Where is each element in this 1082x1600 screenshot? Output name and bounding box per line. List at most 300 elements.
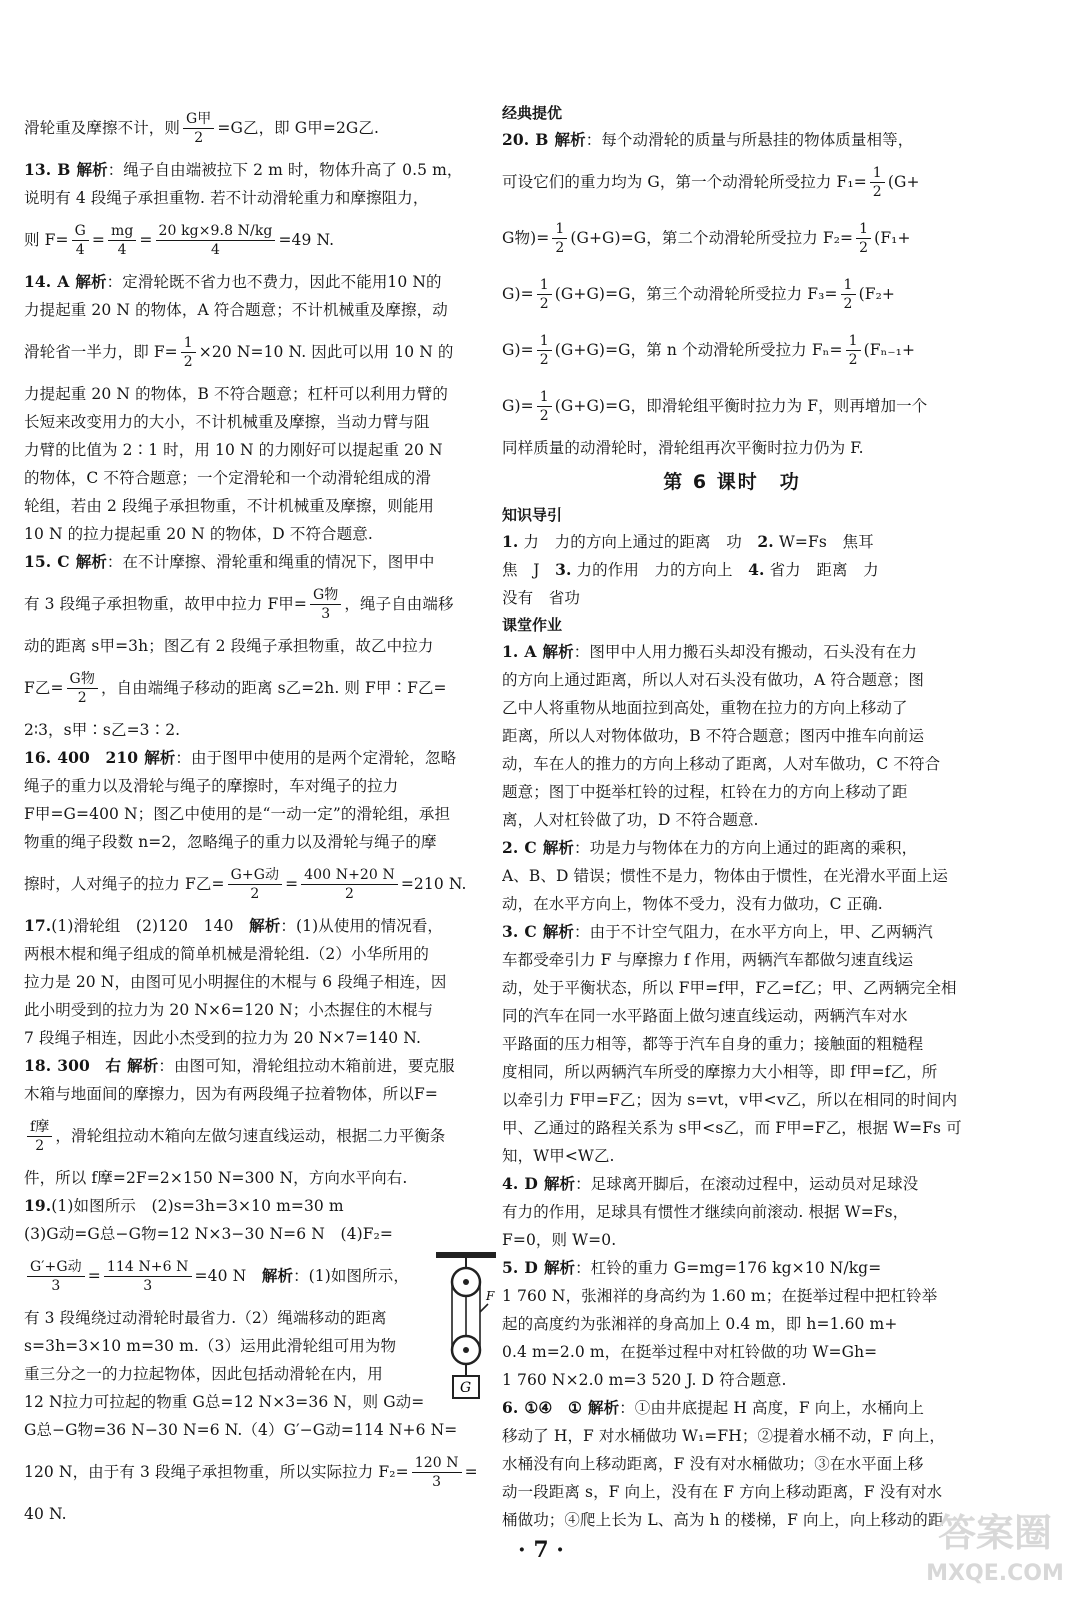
- analysis-label: 解析: [249, 916, 281, 935]
- text-run: F甲=G=400 N；图乙中使用的是“一动一定”的滑轮组，承担: [24, 805, 451, 823]
- text-run: 力提起重 20 N 的物体，B 不符合题意；杠杆可以利用力臂的: [24, 385, 448, 403]
- fraction-numerator: G甲: [183, 110, 214, 129]
- text-run: 1 760 N×2.0 m=3 520 J. D 符合题意.: [502, 1371, 787, 1389]
- question-number: 20.: [502, 130, 530, 149]
- section-heading: 知识导引: [502, 506, 563, 524]
- question-number: 1.: [502, 532, 519, 551]
- text-run: (F₂+: [858, 285, 895, 303]
- text-line: [502, 638, 962, 666]
- fraction-numerator: 1: [856, 220, 871, 239]
- text-run: 长短来改变用力的大小，不计机械重及摩擦，当动力臂与阻: [24, 413, 430, 431]
- section-heading: 经典提优: [502, 104, 563, 122]
- weight-label: G: [460, 1380, 472, 1396]
- watermark-text: 答案圈: [937, 1511, 1053, 1555]
- text-line: [502, 946, 962, 974]
- text-line: [24, 912, 486, 940]
- fraction-denominator: 2: [539, 351, 549, 368]
- fraction: [537, 332, 552, 369]
- text-run: F=0，则 W=0.: [502, 1231, 617, 1249]
- fraction-denominator: 2: [77, 689, 87, 706]
- text-run: ：杠铃的重力 G=mg=176 kg×10 N/kg=: [575, 1259, 882, 1277]
- text-run: 有力的作用，足球具有惯性才继续向前滚动. 根据 W=Fs，: [502, 1203, 909, 1221]
- text-line: [24, 156, 486, 184]
- fraction-numerator: G+G动: [228, 866, 283, 885]
- text-run: ：①由井底提起 H 高度，F 向上，水桶向上: [619, 1399, 924, 1417]
- text-run: (G+G)=G，第 n 个动滑轮所受拉力 Fₙ=: [554, 341, 843, 359]
- text-run: 离，人对杠铃做了功，D 不符合题意.: [502, 811, 759, 829]
- text-run: 12 N拉力可拉起的物重 G总=12 N×3=36 N，则 G动=: [24, 1393, 425, 1411]
- text-run: (Fₙ₋₁+: [863, 341, 916, 359]
- text-run: 有 3 段绳绕过动滑轮时最省力.（2）绳端移动的距离: [24, 1309, 387, 1327]
- analysis-label: 解析: [542, 922, 575, 941]
- text-run: W=Fs 焦耳: [773, 533, 874, 551]
- text-run: 轮组，若由 2 段绳子承担物重，不计机械重及摩擦，则能用: [24, 497, 435, 515]
- text-line: [502, 266, 962, 322]
- fixed-pulley-axle: [463, 1279, 469, 1285]
- answer-choice: 300 右: [57, 1056, 122, 1075]
- text-line: [502, 1030, 962, 1058]
- text-run: ：在不计摩擦、滑轮重和绳重的情况下，图甲中: [106, 553, 435, 571]
- fraction-denominator: 4: [210, 241, 220, 258]
- analysis-label: 解析: [543, 1258, 576, 1277]
- text-line: [502, 1366, 962, 1394]
- text-run: =: [285, 875, 299, 893]
- text-run: 焦 J: [502, 561, 556, 579]
- question-number: 4.: [502, 1174, 519, 1193]
- question-number: 18.: [24, 1056, 52, 1075]
- text-run: ，绳子自由端移: [344, 595, 454, 613]
- fraction: [552, 220, 567, 257]
- answer-choice: C: [524, 922, 537, 941]
- answer-choice: D: [524, 1174, 538, 1193]
- fraction: [537, 276, 552, 313]
- text-line: [502, 1086, 962, 1114]
- text-line: [502, 1394, 962, 1422]
- text-run: ：足球离开脚后，在滚动过程中，运动员对足球没: [575, 1175, 919, 1193]
- fraction-denominator: 2: [843, 295, 853, 312]
- text-line: [502, 918, 962, 946]
- text-line: [502, 378, 962, 434]
- text-run: 车都受牵引力 F 与摩擦力 f 作用，两辆汽车都做匀速直线运: [502, 951, 914, 969]
- fraction-numerator: 1: [537, 388, 552, 407]
- text-run: 有 3 段绳子承担物重，故甲中拉力 F甲=: [24, 595, 307, 613]
- fraction: [156, 222, 276, 259]
- text-run: 桶做功；④爬上长为 L、高为 h 的楼梯，F 向上，向上移动的距: [502, 1511, 944, 1529]
- fraction-denominator: 2: [539, 407, 549, 424]
- analysis-label: 解析: [144, 748, 176, 767]
- text-run: F乙=: [24, 679, 64, 697]
- text-line: [502, 528, 962, 556]
- analysis-label: 解析: [543, 1174, 576, 1193]
- text-line: [24, 1332, 486, 1360]
- fraction-numerator: 1: [537, 332, 552, 351]
- text-run: ：功是力与物体在力的方向上通过的距离的乘积，: [574, 839, 918, 857]
- text-line: [502, 1282, 962, 1310]
- text-line: [24, 1164, 486, 1192]
- text-line: [24, 184, 486, 212]
- force-arrow: [480, 1304, 488, 1312]
- answer-choice: B: [57, 160, 71, 179]
- text-line: [24, 1052, 486, 1080]
- text-run: G物)=: [502, 229, 550, 247]
- fraction-numerator: 20 kg×9.8 N/kg: [156, 222, 276, 241]
- text-line: [24, 324, 486, 380]
- movable-pulley-axle: [463, 1347, 469, 1353]
- fraction-denominator: 2: [35, 1137, 45, 1154]
- text-run: G)=: [502, 341, 534, 359]
- text-line: [502, 750, 962, 778]
- fraction-numerator: G: [72, 222, 89, 241]
- text-run: 动，处于平衡状态，所以 F甲=f甲，F乙=f乙；甲、乙两辆完全相: [502, 979, 957, 997]
- text-line: [502, 1422, 962, 1450]
- text-line: [24, 968, 486, 996]
- text-line: [24, 800, 486, 828]
- text-run: =: [464, 1463, 478, 1481]
- text-line: [502, 154, 962, 210]
- analysis-label: 解析: [261, 1266, 294, 1285]
- text-line: [24, 1024, 486, 1052]
- text-line: [24, 1220, 486, 1248]
- text-line: [24, 1080, 486, 1108]
- fraction-numerator: 1: [870, 164, 885, 183]
- text-run: =40 N: [194, 1267, 262, 1285]
- text-run: 的物体，C 不符合题意；一个定滑轮和一个动滑轮组成的滑: [24, 469, 431, 487]
- text-line: [502, 210, 962, 266]
- text-run: 滑轮重及摩擦不计，则: [24, 119, 181, 137]
- text-line: [24, 660, 486, 716]
- text-run: =G乙，即 G甲=2G乙.: [217, 119, 380, 137]
- question-number: 16.: [24, 748, 52, 767]
- page-number: · 7 ·: [518, 1537, 564, 1563]
- answer-choice: C: [524, 838, 537, 857]
- right-column: [502, 100, 962, 1534]
- text-run: 拉力是 20 N，由图可见小明握住的木棍与 6 段绳子相连，因: [24, 973, 447, 991]
- fraction-numerator: mg: [108, 222, 136, 241]
- text-run: 40 N.: [24, 1505, 67, 1523]
- text-line: [502, 974, 962, 1002]
- text-run: 以牵引力 F甲=F乙；因为 s=vt，v甲<v乙，所以在相同的时间内: [502, 1091, 958, 1109]
- fraction: [301, 866, 398, 903]
- pulley-diagram: [436, 1252, 496, 1414]
- question-number: 2.: [502, 838, 519, 857]
- text-line: [24, 464, 486, 492]
- text-line: [24, 1304, 486, 1332]
- text-run: 起的高度约为张湘祥的身高加上 0.4 m，即 h=1.60 m+: [502, 1315, 898, 1333]
- watermark-logo: [920, 1500, 1070, 1592]
- text-run: 重三分之一的力拉起物体，因此包括动滑轮在内，用: [24, 1365, 383, 1383]
- fraction-denominator: 2: [183, 353, 193, 370]
- text-line: [502, 778, 962, 806]
- fraction-numerator: 1: [841, 276, 856, 295]
- text-line: [502, 1310, 962, 1338]
- text-run: 0.4 m=2.0 m，在挺举过程中对杠铃做的功 W=Gh=: [502, 1343, 878, 1361]
- text-run: 力提起重 20 N 的物体，A 符合题意；不计机械重及摩擦，动: [24, 301, 448, 319]
- text-line: [502, 890, 962, 918]
- text-line: [24, 1360, 486, 1388]
- text-line: [24, 268, 486, 296]
- fraction: [72, 222, 89, 259]
- text-run: 1 760 N，张湘祥的身高约为 1.60 m；在挺举过程中把杠铃举: [502, 1287, 938, 1305]
- text-line: [24, 1416, 486, 1444]
- text-line: [24, 632, 486, 660]
- fraction: [27, 1118, 52, 1155]
- fraction-denominator: 2: [194, 129, 204, 146]
- text-run: 动，车在人的推力的方向上移动了距离，人对车做功，C 不符合: [502, 755, 941, 773]
- text-run: 物重的绳子段数 n=2，忽略绳子的重力以及滑轮与绳子的摩: [24, 833, 437, 851]
- text-line: [502, 1478, 962, 1506]
- text-line: [24, 772, 486, 800]
- text-run: 说明有 4 段绳子承担重物. 若不计动滑轮重力和摩擦阻力，: [24, 189, 429, 207]
- text-run: 没有 省功: [502, 589, 581, 607]
- text-line: [502, 722, 962, 750]
- text-line: [24, 548, 486, 576]
- text-run: s=3h=3×10 m=30 m.（3）运用此滑轮组可用为物: [24, 1337, 397, 1355]
- fraction: [856, 220, 871, 257]
- text-line: [502, 584, 962, 612]
- fraction: [27, 1258, 85, 1295]
- text-run: 10 N 的拉力提起重 20 N 的物体，D 不符合题意.: [24, 525, 373, 543]
- text-run: 两根木棍和绳子组成的简单机械是滑轮组.（2）小华所用的: [24, 945, 429, 963]
- question-number: 13.: [24, 160, 52, 179]
- force-label: F: [486, 1289, 495, 1303]
- text-run: G)=: [502, 397, 534, 415]
- text-run: 可设它们的重力均为 G，第一个动滑轮所受拉力 F₁=: [502, 173, 867, 191]
- analysis-label: 解析: [76, 160, 108, 179]
- fraction-denominator: 2: [539, 295, 549, 312]
- text-run: =49 N.: [278, 231, 335, 249]
- text-run: (1)滑轮组 (2)120 140: [51, 917, 250, 935]
- text-line: [502, 1226, 962, 1254]
- text-line: [24, 296, 486, 324]
- answer-choice: 400 210: [57, 748, 139, 767]
- text-run: =: [87, 1267, 101, 1285]
- text-run: =: [139, 231, 153, 249]
- fraction-numerator: 120 N: [412, 1454, 462, 1473]
- text-line: [502, 1338, 962, 1366]
- text-run: 此小明受到的拉力为 20 N×6=120 N；小杰握住的木棍与: [24, 1001, 434, 1019]
- text-line: [24, 996, 486, 1024]
- text-run: (G+: [887, 173, 920, 191]
- text-line: [24, 436, 486, 464]
- analysis-label: 解析: [542, 838, 575, 857]
- text-line: [502, 862, 962, 890]
- text-run: 甲、乙通过的路程关系为 s甲<s乙，而 F甲=F乙，根据 W=Fs 可: [502, 1119, 962, 1137]
- question-number: 19.: [24, 1196, 52, 1215]
- text-run: ：(1)从使用的情况看，: [280, 917, 444, 935]
- fraction: [870, 164, 885, 201]
- text-line: [502, 126, 962, 154]
- text-line: [24, 1108, 486, 1164]
- fraction-numerator: 114 N+6 N: [104, 1258, 192, 1277]
- fraction-denominator: 3: [51, 1277, 61, 1294]
- text-line: [24, 520, 486, 548]
- fraction-denominator: 2: [250, 885, 260, 902]
- text-run: (F₁+: [874, 229, 911, 247]
- text-run: =: [91, 231, 105, 249]
- fraction: [183, 110, 214, 147]
- fraction: [181, 334, 196, 371]
- fraction-denominator: 2: [345, 885, 355, 902]
- text-run: ：由于不计空气阻力，在水平方向上，甲、乙两辆汽: [574, 923, 933, 941]
- text-line: [502, 1506, 962, 1534]
- fraction-numerator: 1: [181, 334, 196, 353]
- answer-choice: A: [57, 272, 70, 291]
- text-run: ，自由端绳子移动的距离 s乙=2h. 则 F甲∶F乙=: [100, 679, 447, 697]
- text-run: 乙中人将重物从地面拉到高处，重物在拉力的方向上移动了: [502, 699, 908, 717]
- text-line: [24, 100, 486, 156]
- text-line: [502, 1142, 962, 1170]
- question-number: 5.: [502, 1258, 519, 1277]
- left-column: [24, 100, 486, 1528]
- answer-choice: D: [524, 1258, 538, 1277]
- text-line: [502, 806, 962, 834]
- text-run: 动一段距离 s，F 向上，没有在 F 方向上移动距离，F 没有对水: [502, 1483, 943, 1501]
- fraction-denominator: 2: [859, 239, 869, 256]
- text-line: [502, 322, 962, 378]
- question-number: 2.: [757, 532, 774, 551]
- text-run: 绳子的重力以及滑轮与绳子的摩擦时，车对绳子的拉力: [24, 777, 399, 795]
- text-line: [502, 1170, 962, 1198]
- text-run: 水桶没有向上移动距离，F 没有对水桶做功；③在水平面上移: [502, 1455, 924, 1473]
- fraction: [841, 276, 856, 313]
- section-heading: 课堂作业: [502, 616, 563, 634]
- fraction-numerator: G′+G动: [27, 1258, 85, 1277]
- text-run: 度相同，所以两辆汽车所受的摩擦力大小相等，即 f甲=f乙，所: [502, 1063, 938, 1081]
- text-run: ：由图可知，滑轮组拉动木箱前进，要克服: [158, 1057, 455, 1075]
- text-run: 距离，所以人对物体做功，B 不符合题意；图丙中推车向前运: [502, 727, 925, 745]
- answer-choice: ①④ ①: [524, 1398, 582, 1417]
- analysis-label: 解析: [554, 130, 586, 149]
- fraction-denominator: 3: [143, 1277, 153, 1294]
- text-line: [502, 434, 962, 462]
- text-line: [24, 744, 486, 772]
- text-run: ×20 N=10 N. 因此可以用 10 N 的: [198, 343, 454, 361]
- fraction: [537, 388, 552, 425]
- text-run: (G+G)=G，第三个动滑轮所受拉力 F₃=: [554, 285, 838, 303]
- text-run: 动，在水平方向上，物体不受力，没有力做功，C 正确.: [502, 895, 883, 913]
- text-line: [24, 940, 486, 968]
- question-number: 3.: [555, 560, 572, 579]
- text-line: [502, 556, 962, 584]
- text-run: ：(1)如图所示，: [293, 1267, 409, 1285]
- text-line: [24, 1500, 486, 1528]
- text-run: 则 F=: [24, 231, 69, 249]
- text-run: ：由于图甲中使用的是两个定滑轮，忽略: [175, 749, 457, 767]
- text-run: 件，所以 f摩=2F=2×150 N=300 N，方向水平向右.: [24, 1169, 408, 1187]
- text-line: [24, 408, 486, 436]
- ceiling-bar: [436, 1252, 496, 1258]
- fraction-numerator: G物: [67, 670, 98, 689]
- text-run: 知，W甲<W乙.: [502, 1147, 615, 1165]
- lesson-title: 第 6 课时 功: [663, 471, 801, 493]
- fraction: [67, 670, 98, 707]
- text-line: [24, 1192, 486, 1220]
- answer-choice: C: [57, 552, 70, 571]
- fraction-numerator: 1: [846, 332, 861, 351]
- text-line: [24, 576, 486, 632]
- question-number: 4.: [748, 560, 765, 579]
- text-run: 同的汽车在同一水平路面上做匀速直线运动，两辆汽车对水: [502, 1007, 908, 1025]
- text-run: 擦时，人对绳子的拉力 F乙=: [24, 875, 225, 893]
- fraction-denominator: 4: [75, 241, 85, 258]
- text-line: [502, 1450, 962, 1478]
- question-number: 15.: [24, 552, 52, 571]
- text-line: [24, 828, 486, 856]
- fraction-denominator: 4: [117, 241, 127, 258]
- text-run: (3)G动=G总−G物=12 N×3−30 N=6 N (4)F₂=: [24, 1225, 393, 1243]
- fraction-denominator: 2: [848, 351, 858, 368]
- analysis-label: 解析: [75, 272, 107, 291]
- text-line: [502, 1254, 962, 1282]
- text-line: [502, 834, 962, 862]
- text-line: [24, 1248, 486, 1304]
- fraction-denominator: 2: [872, 183, 882, 200]
- text-line: [502, 666, 962, 694]
- text-run: ：图甲中人用力搬石头却没有搬动，石头没有在力: [573, 643, 917, 661]
- fraction-numerator: G物: [310, 586, 341, 605]
- answer-choice: A: [524, 642, 537, 661]
- text-line: [24, 380, 486, 408]
- text-run: (G+G)=G，第二个动滑轮所受拉力 F₂=: [570, 229, 854, 247]
- text-run: 7 段绳子相连，因此小杰受到的拉力为 20 N×7=140 N.: [24, 1029, 421, 1047]
- text-run: 滑轮省一半力，即 F=: [24, 343, 178, 361]
- fraction: [846, 332, 861, 369]
- text-line: [24, 1388, 486, 1416]
- question-number: 14.: [24, 272, 52, 291]
- analysis-label: 解析: [587, 1398, 620, 1417]
- text-line: [502, 1198, 962, 1226]
- text-run: ：每个动滑轮的质量与所悬挂的物体质量相等，: [585, 131, 914, 149]
- text-line: [24, 212, 486, 268]
- analysis-label: 解析: [127, 1056, 159, 1075]
- text-line: [502, 1058, 962, 1086]
- text-run: 动的距离 s甲=3h；图乙有 2 段绳子承担物重，故乙中拉力: [24, 637, 434, 655]
- text-run: (1)如图所示 (2)s=3h=3×10 m=30 m: [51, 1197, 344, 1215]
- fraction-denominator: 3: [321, 605, 331, 622]
- answer-choice: B: [535, 130, 549, 149]
- text-line: [502, 1114, 962, 1142]
- text-run: 120 N，由于有 3 段绳子承担物重，所以实际拉力 F₂=: [24, 1463, 409, 1481]
- fraction: [228, 866, 283, 903]
- fraction: [412, 1454, 462, 1491]
- text-line: [502, 1002, 962, 1030]
- question-number: 17.: [24, 916, 52, 935]
- fraction: [108, 222, 136, 259]
- text-run: 移动了 H，F 对水桶做功 W₁=FH；②提着水桶不动，F 向上，: [502, 1427, 945, 1445]
- text-line: [24, 716, 486, 744]
- text-run: 木箱与地面间的摩擦力，因为有两段绳子拉着物体，所以F=: [24, 1085, 438, 1103]
- analysis-label: 解析: [542, 642, 574, 661]
- text-run: =210 N.: [400, 875, 467, 893]
- fraction-denominator: 3: [432, 1473, 442, 1490]
- text-run: A、B、D 错误；惯性不是力，物体由于惯性，在光滑水平面上运: [502, 867, 948, 885]
- watermark-sub: MXQE.COM: [926, 1561, 1064, 1586]
- text-run: 力臂的比值为 2∶1 时，用 10 N 的力刚好可以提起重 20 N: [24, 441, 443, 459]
- fraction-denominator: 2: [555, 239, 565, 256]
- text-run: 的方向上通过距离，所以人对石头没有做功，A 符合题意；图: [502, 671, 924, 689]
- text-run: 力的作用 力的方向上: [571, 561, 749, 579]
- text-run: 平路面的压力相等，都等于汽车自身的重力；接触面的粗糙程: [502, 1035, 924, 1053]
- fraction: [104, 1258, 192, 1295]
- text-run: G总−G物=36 N−30 N=6 N.（4）G′−G动=114 N+6 N=: [24, 1421, 458, 1439]
- question-number: 6.: [502, 1398, 519, 1417]
- text-run: ：绳子自由端被拉下 2 m 时，物体升高了 0.5 m，: [107, 161, 463, 179]
- text-run: 省力 距离 力: [764, 561, 879, 579]
- analysis-label: 解析: [75, 552, 107, 571]
- text-line: [502, 694, 962, 722]
- text-run: 力 力的方向上通过的距离 功: [518, 533, 758, 551]
- text-run: (G+G)=G，即滑轮组平衡时拉力为 F，则再增加一个: [554, 397, 928, 415]
